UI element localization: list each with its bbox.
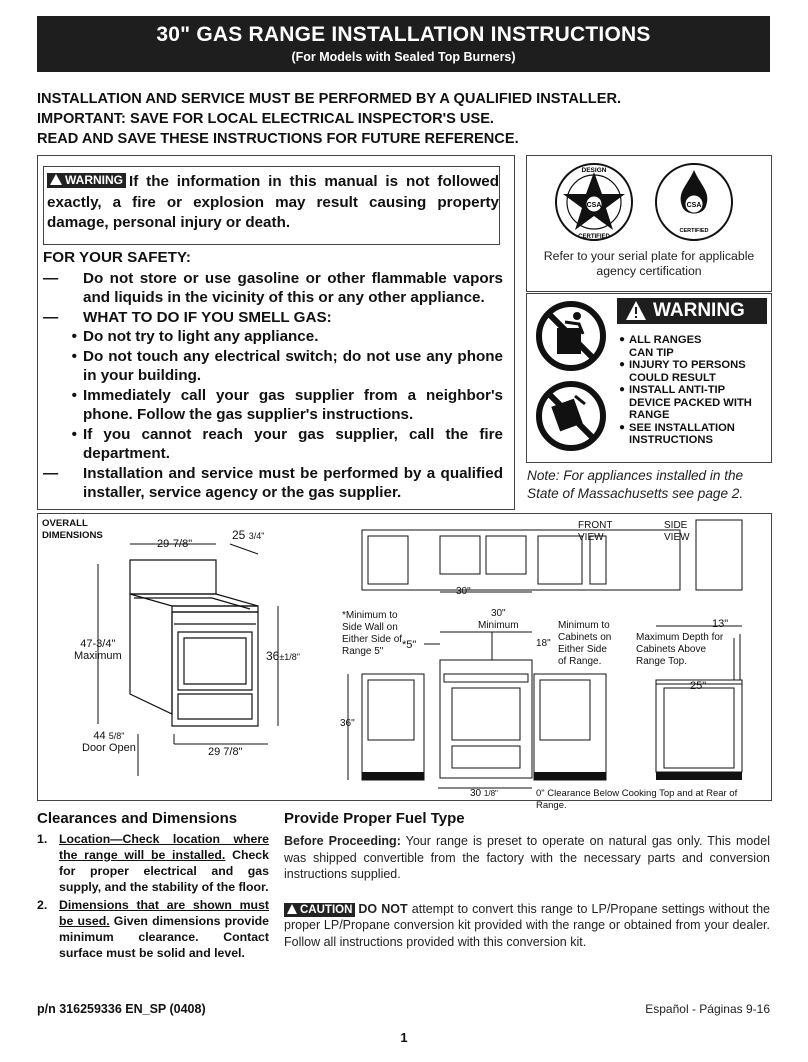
list-item: • Do not try to light any appliance. [71,328,319,345]
warning-badge: WARNING [47,173,126,188]
list-item: • Do not touch any electrical switch; do not use any phone in your building. [71,347,503,384]
svg-text:DESIGN: DESIGN [581,167,607,174]
list-item: ● INJURY TO PERSONS COULD RESULT [619,359,746,384]
safety-warning-box [37,155,515,510]
intro-line: IMPORTANT: SAVE FOR LOCAL ELECTRICAL INSPECTOR'S USE. [37,111,494,127]
dim-30-bottom: 30 1/8" [470,788,498,799]
no-climbing-icon [539,304,603,368]
page-number: 1 [400,1030,408,1045]
intro-line: INSTALLATION AND SERVICE MUST BE PERFORMED BY A QUALIFIED INSTALLER. [37,91,622,107]
dim-36: 36" [340,718,355,729]
range-isometric-drawing [130,560,258,726]
dim-25: 25" [690,680,707,692]
alert-triangle-icon [625,300,647,322]
list-item: 2. Dimensions that are shown must be used. Given dimensions provide minimum clearance. Contact surface must be solid and level. [37,898,269,960]
caution-badge: CAUTION [284,903,355,917]
list-item: • Immediately call your gas supplier from a neighbor's phone. Follow the gas supplier's instructions. [71,386,503,423]
safety-heading: FOR YOUR SAFETY: [43,249,191,266]
tip-hazard-icons [527,294,615,462]
part-number: p/n 316259336 EN_SP (0408) [37,1002,206,1016]
csa-certified-seal-icon [656,164,732,240]
list-item: — WHAT TO DO IF YOU SMELL GAS: [43,308,332,326]
page-title: 30" GAS RANGE INSTALLATION INSTRUCTIONS [156,23,651,46]
intro-block [37,89,621,149]
warning-statement-box [43,166,500,245]
max-depth-note: Maximum Depth for Cabinets Above Range Top. [636,632,724,667]
svg-text:CSA: CSA [586,202,602,209]
warning-text: If the information in this manual is not followed exactly, a fire or explosion may result causing property damage, personal injury or death. [47,173,499,232]
before-proceeding-paragraph: Before Proceeding: Your range is preset to operate on natural gas only. This model was shipped convertible from the factory with the necessary parts and conversion instructions supplied. [284,834,770,881]
dim-13: 13" [712,618,729,630]
warning-list [619,334,761,447]
intro-line: READ AND SAVE THESE INSTRUCTIONS FOR FUTURE REFERENCE. [37,131,519,147]
list-item: 1. Location—Check location where the range will be installed. Check for proper electrical and gas supply, and the stability of the floor. [37,832,269,894]
svg-text:CERTIFIED: CERTIFIED [578,234,610,240]
dim-5: *5" [402,639,417,651]
dim-height-max: 47-3/4" Maximum [74,638,122,662]
dim-width-top: 29-7/8" [157,538,193,550]
dim-30-minimum: 30" Minimum [478,608,519,631]
list-item: ● SEE INSTALLATION INSTRUCTIONS [619,421,735,446]
alert-triangle-icon [50,174,62,185]
clearances-section [37,810,269,961]
fuel-type-section [284,810,770,950]
front-view-label: FRONT VIEW [578,520,613,543]
list-item: ● INSTALL ANTI-TIP DEVICE PACKED WITH RANGE [619,384,752,421]
dim-door-open: 44 5/8" Door Open [82,730,136,754]
alert-triangle-icon [287,904,297,914]
min-side-wall-note: *Minimum to Side Wall on Either Side of Range 5" [342,610,403,657]
certification-seals [527,156,771,248]
massachusetts-note: Note: For appliances installed in the State of Massachusetts see page 2. [527,468,744,501]
dimensions-figure [37,513,772,811]
warning-banner: WARNING [617,298,767,324]
design-certified-seal-icon [556,164,632,240]
cabinet-base-strip [362,772,742,780]
title-banner [37,16,770,72]
certification-box [526,155,772,292]
figure-label-overall: OVERALL DIMENSIONS [42,518,103,541]
caution-paragraph: CAUTION DO NOT attempt to convert this range to LP/Propane settings without the proper LP/Propane conversion kit provided with the range or obtained from your dealer. Follow all instructions provided with this conversion kit. [284,901,771,949]
section-title: Provide Proper Fuel Type [284,810,465,827]
page-subtitle: (For Models with Sealed Top Burners) [291,50,516,64]
dim-depth: 25 3/4" [232,528,265,542]
list-item: ● ALL RANGES CAN TIP [619,334,702,359]
certification-caption: Refer to your serial plate for applicable agency certification [543,249,755,278]
side-view-label: SIDE VIEW [664,520,690,543]
no-tipping-icon [539,384,603,448]
spanish-pages-note: Español - Páginas 9-16 [645,1002,770,1016]
tip-over-warning-panel [526,293,772,463]
list-item: • If you cannot reach your gas supplier, call the fire department. [71,425,503,462]
svg-text:CERTIFIED: CERTIFIED [679,228,709,234]
safety-list [43,248,503,503]
list-item: — Do not store or use gasoline or other flammable vapors and liquids in the vicinity of this or any other appliance. [43,269,503,306]
section-title: Clearances and Dimensions [37,810,238,827]
dim-18: 18" [536,638,551,649]
list-item: — Installation and service must be performed by a qualified installer, service agency or the gas supplier. [43,464,503,501]
clearance-note: 0" Clearance Below Cooking Top and at Rear of Range. [536,788,738,811]
svg-text:CSA: CSA [686,202,702,209]
dim-height: 36±1/8" [266,649,301,663]
dim-30: 30" [456,586,471,597]
min-cabinets-note: Minimum to Cabinets on Either Side of Range. [558,620,612,667]
dim-width-bottom: 29 7/8" [208,746,243,758]
